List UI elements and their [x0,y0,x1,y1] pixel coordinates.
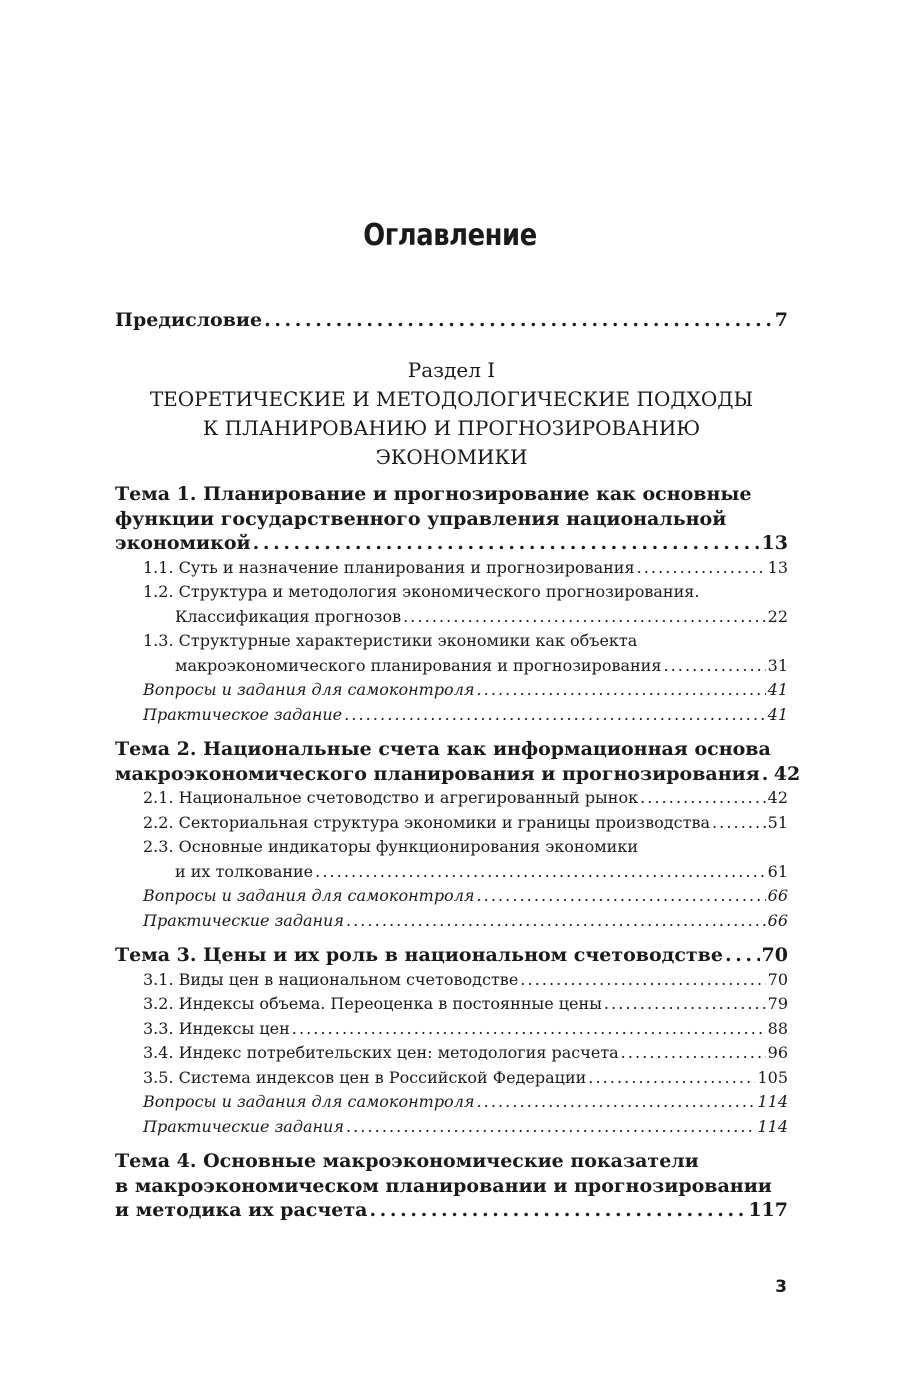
toc-subentry-questions[interactable] [115,884,788,909]
toc-subentry[interactable] [115,629,788,678]
toc-entry-label: и их толкование [175,861,314,881]
toc-entry-label: 1.1. Суть и назначение планирования и прогнозирования [143,557,635,577]
toc-subentry[interactable] [115,1017,788,1042]
dot-leader [663,654,765,679]
toc-subentry[interactable] [115,580,788,629]
dot-leader [403,605,766,630]
toc-entry-label: 3.1. Виды цен в национальном счетоводстве [143,969,519,989]
dot-leader [344,703,765,728]
toc-entry-label: Предисловие [115,309,263,331]
dot-leader [588,1066,755,1091]
toc-entry-page: 41 [767,680,788,699]
toc-entry-label: 1.3. Структурные характеристики экономики как объекта [143,631,638,650]
toc-entry-page: 96 [767,1043,788,1062]
toc-entry-page: 42 [773,762,801,785]
toc-entry-label: 1.2. Структура и методология экономического прогнозирования. [143,582,700,601]
topic-title-line: и методика их расчета [115,1199,368,1221]
toc-entry-page: 42 [767,788,788,807]
toc-subentry-questions[interactable] [115,1090,788,1115]
toc-entry-preface[interactable] [115,306,788,334]
dot-leader [476,1090,755,1115]
section-title-line: ЭКОНОМИКИ [375,445,528,469]
topic-title-line: функции государственного управления национальной [115,507,727,530]
page-title: Оглавление [363,218,537,253]
toc-entry-label: макроэкономического планирования и прогнозирования [175,655,662,675]
toc-entry-page: 31 [767,655,788,675]
toc-entry-label: 3.5. Система индексов цен в Российской Федерации [143,1067,587,1087]
toc-entry-label: 3.4. Индекс потребительских цен: методология расчета [143,1043,619,1062]
dot-leader [369,1198,746,1223]
table-of-contents [115,306,801,1223]
dot-leader [346,909,766,934]
toc-subentry-practice[interactable] [115,1115,788,1140]
topic-title-line: Тема 2. Национальные счета как информационная основа [115,738,771,760]
section-label: Раздел I [407,358,496,382]
toc-subentry[interactable] [115,556,788,581]
toc-entry-page: 114 [757,1116,788,1136]
toc-entry-page: 66 [767,886,788,905]
toc-entry-page: 79 [767,994,788,1013]
topic-title-line: экономикой [115,532,251,554]
toc-subentry[interactable] [115,992,788,1017]
toc-entry-label: Практическое задание [143,704,343,724]
section-title-line: К ПЛАНИРОВАНИЮ И ПРОГНОЗИРОВАНИЮ [202,416,701,440]
toc-entry-page: 70 [767,969,788,989]
toc-topic-3[interactable] [115,943,788,968]
topic-title-line: Тема 4. Основные макроэкономические показатели [115,1150,699,1172]
toc-entry-label: Вопросы и задания для самоконтроля [143,1092,475,1111]
dot-leader [604,992,766,1017]
dot-leader [520,968,765,993]
toc-entry-label: Вопросы и задания для самоконтроля [143,886,475,905]
toc-entry-page: 88 [767,1018,788,1038]
toc-subentry-practice[interactable] [115,703,788,728]
dot-leader [292,1017,766,1042]
toc-entry-label: 2.3. Основные индикаторы функционирования экономики [143,837,638,856]
toc-entry-page: 66 [767,910,788,930]
toc-entry-page: 13 [767,557,788,577]
toc-topic-4[interactable] [115,1149,788,1223]
toc-entry-page: 70 [761,944,788,966]
toc-subentry[interactable] [115,1041,788,1066]
toc-subentry[interactable] [115,968,788,993]
dot-leader [637,556,766,581]
toc-entry-page: 13 [761,532,788,554]
toc-entry-label: 2.2. Секториальная структура экономики и границы производства [143,812,710,832]
dot-leader [621,1041,766,1066]
toc-topic-1[interactable] [115,482,788,556]
toc-entry-label: Классификация прогнозов [175,606,402,626]
toc-subentry[interactable] [115,811,788,836]
section-heading [115,356,788,472]
toc-subentry[interactable] [115,835,788,884]
toc-subentry[interactable] [115,1066,788,1091]
dot-leader [253,531,760,556]
dot-leader [762,762,772,787]
toc-entry-label: 2.1. Национальное счетоводство и агрегированный рынок [143,788,639,807]
toc-entry-page: 51 [767,812,788,832]
dot-leader [712,811,766,836]
dot-leader [476,678,765,703]
toc-entry-label: 3.3. Индексы цен [143,1018,290,1038]
toc-entry-page: 114 [757,1092,788,1111]
toc-entry-page: 7 [774,309,788,331]
page-number: 3 [775,1277,787,1297]
dot-leader [346,1115,756,1140]
toc-entry-page: 41 [767,704,788,724]
toc-entry-label: Практические задания [143,910,344,930]
toc-subentry[interactable] [115,786,788,811]
toc-entry-label: Практические задания [143,1116,344,1136]
topic-title-line: Тема 3. Цены и их роль в национальном счетоводстве [115,944,723,966]
dot-leader [640,786,766,811]
dot-leader [476,884,765,909]
toc-entry-page: 105 [757,1067,788,1087]
dot-leader [264,306,773,334]
dot-leader [315,860,765,885]
topic-title-line: Тема 1. Планирование и прогнозирование как основные [115,483,752,505]
topic-title-line: макроэкономического планирования и прогнозирования [115,762,760,785]
toc-entry-page: 22 [767,606,788,626]
toc-entry-page: 61 [767,861,788,881]
dot-leader [725,943,760,968]
toc-subentry-practice[interactable] [115,909,788,934]
toc-entry-label: 3.2. Индексы объема. Переоценка в постоянные цены [143,994,602,1013]
toc-topic-2[interactable] [115,737,801,786]
toc-entry-page: 117 [748,1199,788,1221]
toc-subentry-questions[interactable] [115,678,788,703]
section-title-line: ТЕОРЕТИЧЕСКИЕ И МЕТОДОЛОГИЧЕСКИЕ ПОДХОДЫ [149,387,754,411]
topic-title-line: в макроэкономическом планировании и прогнозировании [115,1174,772,1197]
toc-entry-label: Вопросы и задания для самоконтроля [143,680,475,699]
